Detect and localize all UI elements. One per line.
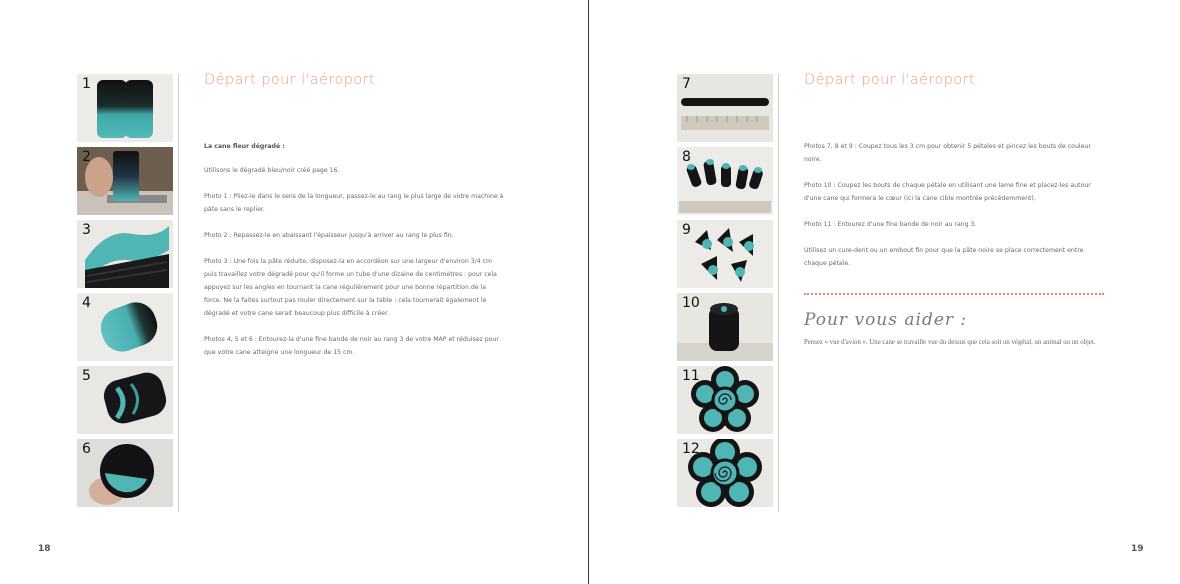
- left-photo-column: [77, 74, 173, 512]
- photo-number: 11: [682, 368, 700, 384]
- photo-9: [677, 220, 773, 288]
- photo-number: 10: [682, 295, 700, 311]
- page-heading: Départ pour l'aéroport: [804, 72, 976, 88]
- wrapped-cane-photo: [77, 366, 173, 434]
- rolled-cane-photo: [77, 293, 173, 361]
- photo-10: [677, 293, 773, 361]
- page-number: 18: [38, 544, 51, 554]
- photo-4: [77, 293, 173, 361]
- section-subheading: La cane fleur dégradé :: [204, 143, 285, 150]
- photo-number: 5: [82, 368, 91, 384]
- photo-6: [77, 439, 173, 507]
- photo-1: [77, 74, 173, 142]
- photo-11: [677, 366, 773, 434]
- cane-on-ruler-photo: [677, 74, 773, 142]
- help-text: Pensez « vue d'avion ». Une cane se travaille vue du dessus que cela soit un végétal, un animal ou un objet.: [804, 339, 1096, 346]
- column-rule: [178, 74, 179, 512]
- pasta-machine-photo: [77, 147, 173, 215]
- right-page: [590, 0, 1180, 584]
- paragraph: Photos 4, 5 et 6 : Entourez-la d'une fine bande de noir au rang 3 de votre MAP et réduisez pour que votre cane atteigne une longueur de 15 cm.: [204, 336, 499, 356]
- photo-number: 4: [82, 295, 91, 311]
- folded-cane-photo: [77, 74, 173, 142]
- column-rule: [778, 74, 779, 512]
- paragraph: Photo 2 : Repassez-le en abaissant l'épaisseur jusqu'à arriver au rang le plus fin.: [204, 232, 454, 239]
- spread-gutter: [588, 0, 589, 584]
- photo-number: 2: [82, 149, 91, 165]
- left-page: [0, 0, 588, 584]
- photo-2: [77, 147, 173, 215]
- photo-5: [77, 366, 173, 434]
- page-number: 19: [1131, 544, 1144, 554]
- photo-number: 6: [82, 441, 91, 457]
- left-text-column: [204, 70, 504, 359]
- photo-number: 3: [82, 222, 91, 238]
- paragraph: Photo 3 : Une fois la pâte réduite, disposez-la en accordéon sur une largeur d'environ 3/4 cm puis travaillez votre dégradé pour qu'il forme un tube d'une dizaine de centimètres : pour cela appuyez sur les angles en tournant la cane régulièrement pour une bonne répartition de la force. Ne la faites surtout pas rouler directement sur la table : cela tournerait également le dégradé et votre cane serait beaucoup plus difficile à créer.: [204, 258, 497, 317]
- paragraph: Photo 10 : Coupez les bouts de chaque pétale en utilisant une lame fine et placez-les autour d'une cane qui formera le cœur (ici la cane cible montrée précédemment).: [804, 182, 1091, 202]
- cane-end-photo: [77, 439, 173, 507]
- help-title: Pour vous aider :: [804, 310, 968, 330]
- right-photo-column: [677, 74, 773, 512]
- paragraph: Photos 7, 8 et 9 : Coupez tous les 3 cm pour obtenir 5 pétales et pincez les bouts de couleur noire.: [804, 143, 1091, 163]
- photo-number: 9: [682, 222, 691, 238]
- pinched-petals-photo: [677, 220, 773, 288]
- accordion-fold-photo: [77, 220, 173, 288]
- dotted-separator: [804, 293, 1104, 295]
- photo-3: [77, 220, 173, 288]
- photo-8: [677, 147, 773, 215]
- photo-number: 12: [682, 441, 700, 457]
- photo-12: [677, 439, 773, 507]
- page-heading: Départ pour l'aéroport: [204, 72, 376, 88]
- photo-number: 1: [82, 76, 91, 92]
- paragraph: Photo 11 : Entourez d'une fine bande de noir au rang 3.: [804, 221, 977, 228]
- photo-number: 8: [682, 149, 691, 165]
- photo-number: 7: [682, 76, 691, 92]
- photo-7: [677, 74, 773, 142]
- cut-pieces-photo: [677, 147, 773, 215]
- paragraph: Photo 1 : Pliez-le dans le sens de la longueur, passez-le au rang le plus large de votre machine à pâte sans le replier.: [204, 193, 504, 213]
- paragraph: Utilisez un cure-dent ou un embout fin pour que la pâte noire se place correctement entre chaque pétale.: [804, 247, 1084, 267]
- right-text-column: [804, 70, 1104, 270]
- paragraph: Utilisons le dégradé bleu/noir créé page 16.: [204, 167, 340, 174]
